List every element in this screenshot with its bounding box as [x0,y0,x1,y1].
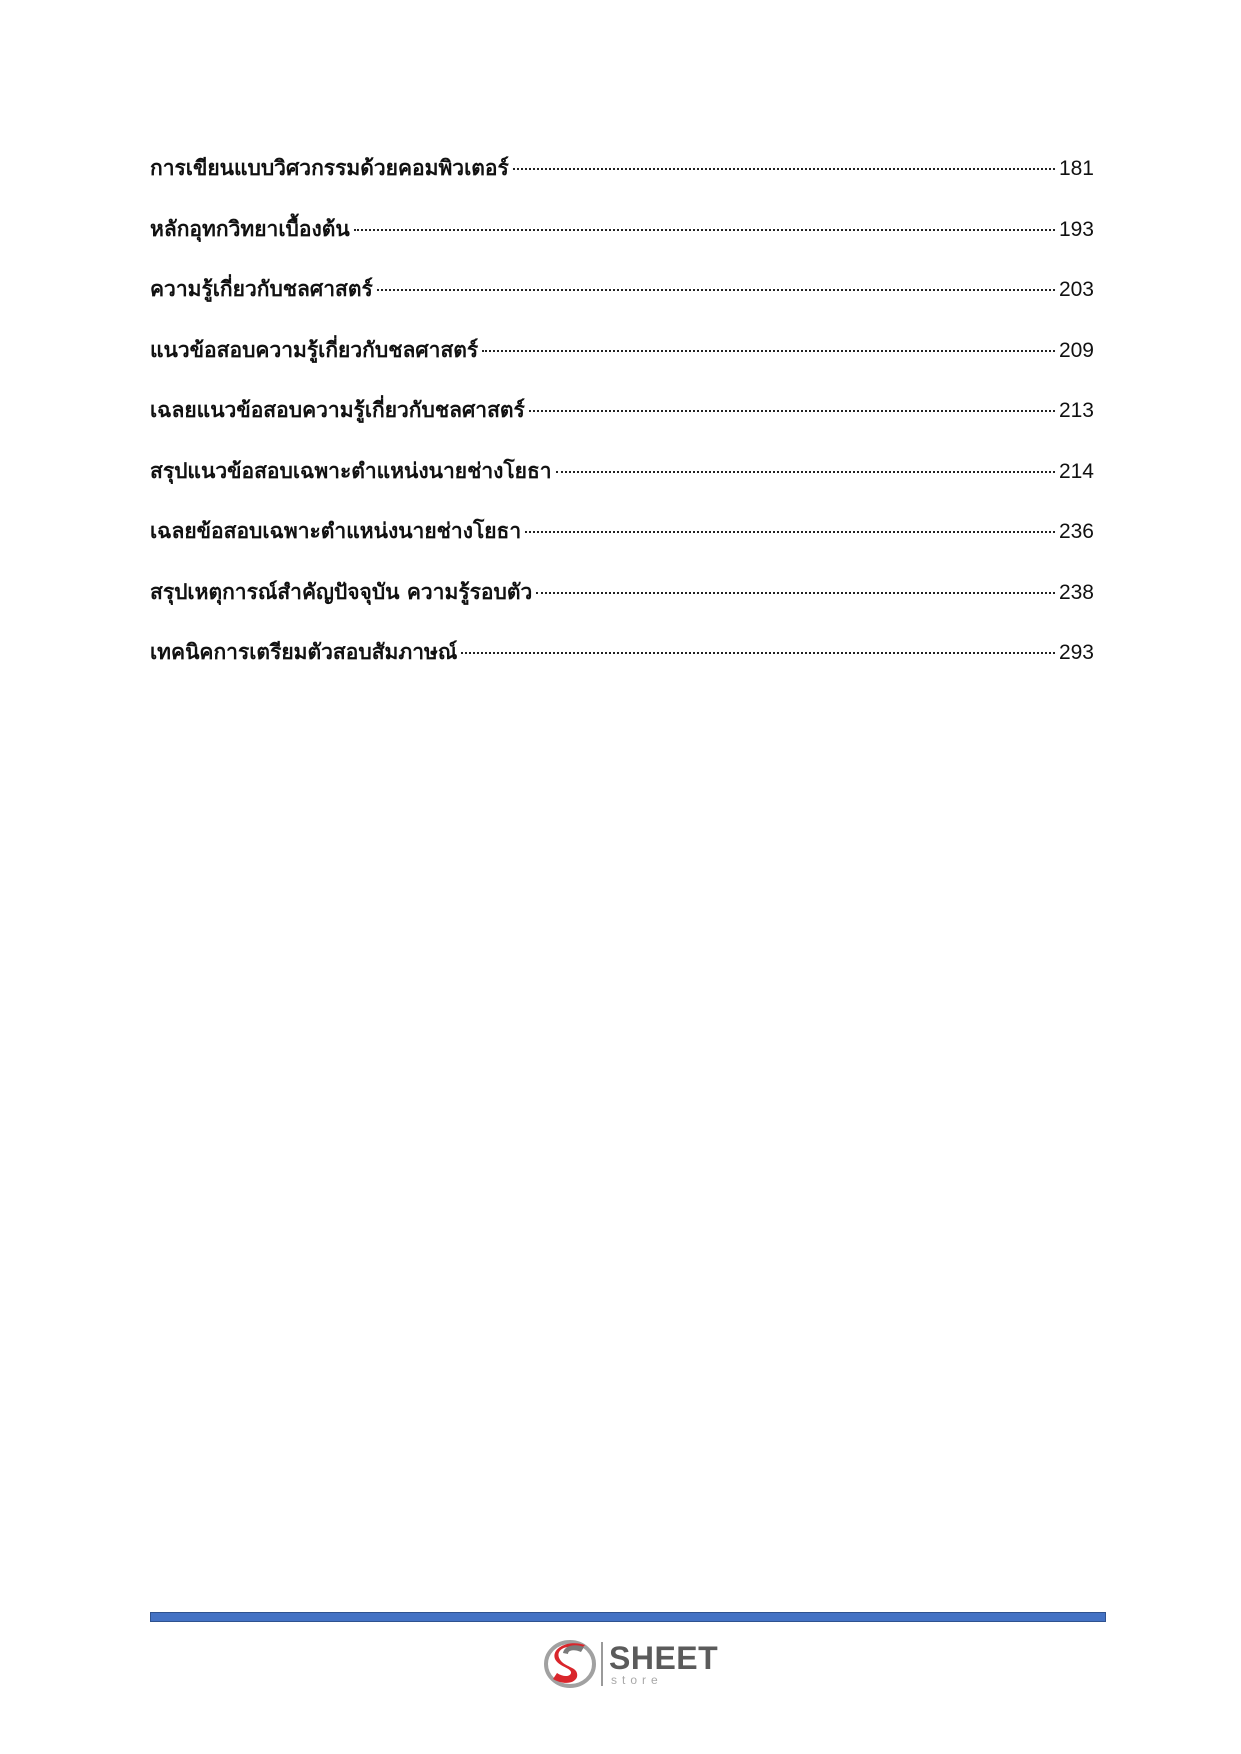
logo-wordmark [609,1642,718,1686]
toc-dot-leader [513,168,1055,170]
toc-entry-title: เฉลยข้อสอบเฉพาะตำแหน่งนายช่างโยธา [150,519,522,543]
table-of-contents [150,152,1094,697]
toc-entry-page: 236 [1058,520,1094,543]
toc-entry[interactable] [150,273,1094,334]
toc-entry[interactable] [150,213,1094,274]
toc-entry-title: แนวข้อสอบความรู้เกี่ยวกับชลศาสตร์ [150,337,479,362]
logo-subword: store [611,1673,663,1687]
toc-dot-leader [525,531,1055,533]
toc-dot-leader [536,592,1055,594]
toc-entry-title: ความรู้เกี่ยวกับชลศาสตร์ [150,277,373,301]
toc-entry-page: 214 [1058,459,1094,483]
sheet-store-s-logo-icon [543,1637,597,1691]
toc-dot-leader [482,350,1055,352]
toc-entry-title: สรุปเหตุการณ์สำคัญปัจจุบัน ความรู้รอบตัว [150,579,533,604]
logo-separator [601,1642,603,1686]
toc-entry[interactable] [150,334,1094,395]
toc-entry[interactable] [150,152,1094,213]
footer-divider [150,1612,1106,1622]
toc-entry-title: หลักอุทกวิทยาเบื้องต้น [150,216,350,241]
toc-dot-leader [556,471,1055,473]
toc-dot-leader [354,229,1055,231]
toc-entry-page: 193 [1058,217,1094,241]
sheet-store-logo [543,1635,718,1693]
logo-word: SHEET [609,1640,719,1676]
toc-entry-page: 181 [1058,157,1094,180]
toc-entry-title: เฉลยแนวข้อสอบความรู้เกี่ยวกับชลศาสตร์ [150,398,525,422]
toc-entry[interactable] [150,576,1094,637]
toc-entry[interactable] [150,515,1094,576]
toc-dot-leader [461,652,1055,654]
toc-entry-title: การเขียนแบบวิศวกรรมด้วยคอมพิวเตอร์ [150,156,509,180]
toc-entry-page: 213 [1058,399,1094,422]
toc-dot-leader [529,410,1055,412]
toc-entry[interactable] [150,394,1094,455]
toc-entry[interactable] [150,455,1094,516]
toc-entry-title: เทคนิคการเตรียมตัวสอบสัมภาษณ์ [150,640,458,664]
toc-entry-page: 238 [1058,580,1094,604]
toc-entry[interactable] [150,636,1094,697]
toc-entry-title: สรุปแนวข้อสอบเฉพาะตำแหน่งนายช่างโยธา [150,458,552,483]
toc-dot-leader [377,289,1055,291]
toc-entry-page: 209 [1058,338,1094,362]
toc-entry-page: 293 [1058,641,1094,664]
toc-entry-page: 203 [1058,278,1094,301]
